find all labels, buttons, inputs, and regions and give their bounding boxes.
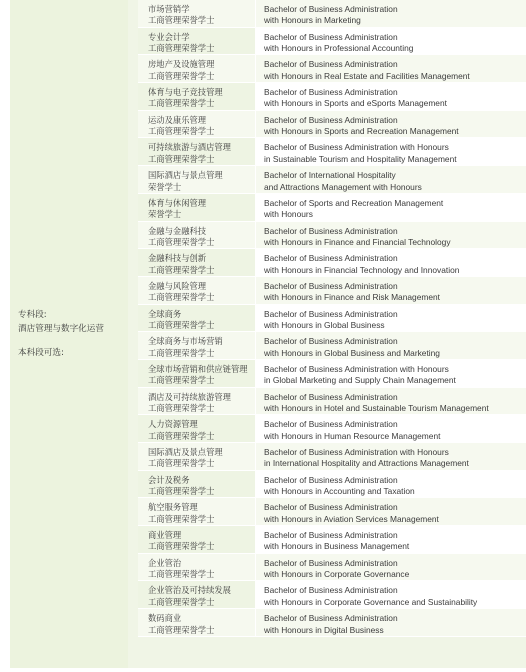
- chinese-degree: 工商管理荣誉学士: [148, 15, 215, 26]
- chinese-major: 可持续旅游与酒店管理: [148, 142, 231, 153]
- chinese-major: 全球商务: [148, 308, 182, 319]
- english-programme-name: [264, 392, 489, 415]
- english-line-1: Bachelor of Business Administration: [264, 59, 398, 70]
- english-line-1: Bachelor of International Hospitality: [264, 170, 396, 181]
- chinese-name-cell: [138, 388, 256, 415]
- pathway-text: [18, 308, 104, 360]
- table-row: [138, 305, 526, 333]
- chinese-degree: 工商管理荣誉学士: [148, 292, 215, 303]
- chinese-programme-name: [148, 59, 214, 82]
- table-row: [138, 581, 526, 609]
- english-line-2: with Honours in Accounting and Taxation: [264, 486, 415, 497]
- chinese-major: 会计及税务: [148, 474, 190, 485]
- chinese-major: 航空服务管理: [148, 502, 198, 513]
- english-programme-name: [264, 585, 477, 608]
- english-line-1: Bachelor of Business Administration: [264, 474, 398, 485]
- english-line-1: Bachelor of Business Administration: [264, 502, 398, 513]
- english-programme-name: [264, 558, 409, 581]
- table-row: [138, 0, 526, 28]
- table-row: [138, 222, 526, 250]
- table-row: [138, 554, 526, 582]
- chinese-major: 企业管治: [148, 557, 182, 568]
- chinese-major: 全球商务与市场营销: [148, 336, 223, 347]
- english-programme-name: [264, 502, 439, 525]
- chinese-degree: 工商管理荣誉学士: [148, 153, 215, 164]
- english-line-2: with Honours in Financial Technology and Innovation: [264, 264, 460, 275]
- chinese-name-cell: [138, 526, 256, 553]
- english-line-2: with Honours in Hotel and Sustainable Tourism Management: [264, 403, 489, 414]
- table-row: [138, 360, 526, 388]
- chinese-major: 国际酒店及景点管理: [148, 447, 223, 457]
- chinese-degree: 工商管理荣誉学士: [148, 430, 215, 441]
- chinese-major: 体育与休闲管理: [148, 197, 207, 208]
- chinese-name-cell: [138, 138, 256, 165]
- table-row: [138, 388, 526, 416]
- chinese-programme-name: [148, 447, 223, 470]
- chinese-major: 体育与电子竞技管理: [148, 87, 223, 98]
- english-line-2: with Honours in Business Management: [264, 541, 410, 552]
- chinese-degree: 工商管理荣誉学士: [148, 486, 215, 497]
- english-line-2: with Honours in Human Resource Management: [264, 430, 441, 441]
- english-line-2: in Sustainable Tourism and Hospitality Management: [264, 153, 457, 164]
- chinese-degree: 工商管理荣誉学士: [148, 403, 215, 414]
- chinese-programme-name: [148, 226, 214, 249]
- table-row: [138, 277, 526, 305]
- english-programme-name: [264, 32, 413, 55]
- chinese-programme-name: [148, 558, 214, 581]
- english-line-2: with Honours: [264, 209, 313, 220]
- table-row: [138, 249, 526, 277]
- english-line-1: Bachelor of Business Administration: [264, 31, 398, 42]
- english-line-1: Bachelor of Business Administration: [264, 280, 398, 291]
- english-line-2: with Honours in Corporate Governance and Sustainability: [264, 596, 478, 607]
- chinese-name-cell: [138, 111, 256, 138]
- english-line-2: in International Hospitality and Attractions Management: [264, 458, 469, 469]
- chinese-programme-name: [148, 309, 214, 332]
- chinese-programme-name: [148, 170, 223, 193]
- table-row: [138, 28, 526, 56]
- english-programme-name: [264, 475, 415, 498]
- table-row: [138, 498, 526, 526]
- english-line-1: Bachelor of Business Administration: [264, 530, 398, 541]
- english-line-1: Bachelor of Business Administration: [264, 391, 398, 402]
- chinese-name-cell: [138, 360, 256, 387]
- table-row: [138, 111, 526, 139]
- chinese-degree: 工商管理荣誉学士: [148, 375, 215, 386]
- english-line-2: with Honours in Sports and eSports Management: [264, 98, 447, 109]
- english-programme-name: [264, 4, 398, 27]
- english-line-1: Bachelor of Business Administration: [264, 253, 398, 264]
- english-line-1: Bachelor of Business Administration: [264, 613, 398, 624]
- english-line-1: Bachelor of Business Administration: [264, 419, 398, 430]
- chinese-name-cell: [138, 28, 256, 55]
- chinese-programme-name: [148, 475, 214, 498]
- programme-table: [10, 0, 526, 668]
- chinese-degree: 工商管理荣誉学士: [148, 596, 215, 607]
- chinese-major: 金融科技与创新: [148, 253, 207, 264]
- english-programme-name: [264, 364, 456, 387]
- english-programme-name: [264, 447, 469, 470]
- english-line-1: Bachelor of Business Administration: [264, 4, 398, 14]
- chinese-programme-name: [148, 198, 206, 221]
- chinese-major: 数码商业: [148, 613, 182, 624]
- chinese-major: 专业会计学: [148, 31, 190, 42]
- chinese-name-cell: [138, 83, 256, 110]
- english-line-1: Bachelor of Business Administration with Honours: [264, 363, 449, 374]
- chinese-major: 全球市场营销和供应链管理: [148, 363, 248, 374]
- chinese-degree: 工商管理荣誉学士: [148, 347, 215, 358]
- programme-rows: [138, 0, 526, 637]
- chinese-programme-name: [148, 336, 223, 359]
- chinese-major: 房地产及设施管理: [148, 59, 215, 70]
- associate-level-label: 专科段:: [18, 310, 47, 320]
- english-line-2: with Honours in Finance and Financial Technology: [264, 236, 451, 247]
- chinese-degree: 工商管理荣誉学士: [148, 458, 215, 469]
- chinese-programme-name: [148, 392, 231, 415]
- english-programme-name: [264, 309, 398, 332]
- chinese-degree: 工商管理荣誉学士: [148, 126, 215, 137]
- chinese-degree: 工商管理荣誉学士: [148, 43, 215, 54]
- chinese-major: 酒店及可持续旅游管理: [148, 391, 231, 402]
- chinese-major: 人力资源管理: [148, 419, 198, 430]
- english-line-1: Bachelor of Business Administration: [264, 308, 398, 319]
- table-row: [138, 166, 526, 194]
- chinese-major: 金融与金融科技: [148, 225, 207, 236]
- chinese-programme-name: [148, 419, 214, 442]
- chinese-name-cell: [138, 609, 256, 636]
- bottom-divider: [10, 668, 526, 672]
- chinese-degree: 工商管理荣誉学士: [148, 236, 215, 247]
- chinese-name-cell: [138, 498, 256, 525]
- english-line-2: with Honours in Marketing: [264, 15, 361, 26]
- chinese-name-cell: [138, 277, 256, 304]
- chinese-programme-name: [148, 364, 248, 387]
- chinese-name-cell: [138, 471, 256, 498]
- english-line-2: with Honours in Global Business: [264, 319, 385, 330]
- english-programme-name: [264, 419, 440, 442]
- chinese-name-cell: [138, 305, 256, 332]
- chinese-programme-name: [148, 613, 214, 636]
- chinese-name-cell: [138, 55, 256, 82]
- table-row: [138, 194, 526, 222]
- english-programme-name: [264, 59, 470, 82]
- chinese-major: 金融与风险管理: [148, 280, 207, 291]
- chinese-programme-name: [148, 585, 231, 608]
- english-line-2: with Honours in Digital Business: [264, 624, 384, 635]
- chinese-name-cell: [138, 415, 256, 442]
- chinese-name-cell: [138, 249, 256, 276]
- table-row: [138, 83, 526, 111]
- english-line-2: with Honours in Finance and Risk Management: [264, 292, 440, 303]
- chinese-major: 市场营销学: [148, 4, 190, 14]
- english-line-1: Bachelor of Sports and Recreation Management: [264, 197, 444, 208]
- chinese-name-cell: [138, 194, 256, 221]
- chinese-degree: 荣誉学士: [148, 209, 182, 220]
- english-line-1: Bachelor of Business Administration with Honours: [264, 447, 449, 457]
- table-row: [138, 332, 526, 360]
- english-line-2: with Honours in Global Business and Marketing: [264, 347, 440, 358]
- chinese-degree: 工商管理荣誉学士: [148, 541, 215, 552]
- english-line-1: Bachelor of Business Administration with Honours: [264, 142, 449, 153]
- chinese-major: 商业管理: [148, 530, 182, 541]
- english-programme-name: [264, 530, 409, 553]
- chinese-name-cell: [138, 0, 256, 27]
- chinese-name-cell: [138, 222, 256, 249]
- chinese-programme-name: [148, 530, 214, 553]
- english-programme-name: [264, 226, 451, 249]
- english-programme-name: [264, 170, 422, 193]
- english-programme-name: [264, 253, 459, 276]
- chinese-name-cell: [138, 166, 256, 193]
- chinese-major: 企业管治及可持续发展: [148, 585, 231, 596]
- chinese-degree: 工商管理荣誉学士: [148, 513, 215, 524]
- chinese-degree: 工商管理荣誉学士: [148, 569, 215, 580]
- table-row: [138, 609, 526, 637]
- english-line-1: Bachelor of Business Administration: [264, 87, 398, 98]
- chinese-degree: 工商管理荣誉学士: [148, 264, 215, 275]
- english-programme-name: [264, 336, 440, 359]
- pathway-column: [10, 0, 128, 668]
- english-line-2: with Honours in Corporate Governance: [264, 569, 410, 580]
- chinese-name-cell: [138, 581, 256, 608]
- chinese-degree: 工商管理荣誉学士: [148, 70, 215, 81]
- chinese-name-cell: [138, 332, 256, 359]
- english-programme-name: [264, 142, 457, 165]
- english-line-2: with Honours in Real Estate and Facilities Management: [264, 70, 470, 81]
- chinese-programme-name: [148, 502, 214, 525]
- chinese-degree: 荣誉学士: [148, 181, 182, 192]
- table-row: [138, 526, 526, 554]
- english-line-2: with Honours in Professional Accounting: [264, 43, 414, 54]
- chinese-programme-name: [148, 32, 214, 55]
- english-line-1: Bachelor of Business Administration: [264, 557, 398, 568]
- table-row: [138, 138, 526, 166]
- english-programme-name: [264, 87, 447, 110]
- english-programme-name: [264, 115, 459, 138]
- chinese-programme-name: [148, 4, 214, 27]
- english-line-1: Bachelor of Business Administration: [264, 225, 398, 236]
- english-programme-name: [264, 281, 440, 304]
- chinese-degree: 工商管理荣誉学士: [148, 624, 215, 635]
- table-row: [138, 471, 526, 499]
- english-line-1: Bachelor of Business Administration: [264, 336, 398, 347]
- table-row: [138, 55, 526, 83]
- bachelor-options-label: 本科段可选:: [18, 348, 64, 358]
- chinese-degree: 工商管理荣誉学士: [148, 319, 215, 330]
- chinese-major: 运动及康乐管理: [148, 114, 207, 125]
- chinese-programme-name: [148, 87, 223, 110]
- english-programme-name: [264, 198, 443, 221]
- associate-level-value: 酒店管理与数字化运营: [18, 324, 104, 334]
- english-line-2: and Attractions Management with Honours: [264, 181, 422, 192]
- english-line-2: in Global Marketing and Supply Chain Management: [264, 375, 456, 386]
- chinese-programme-name: [148, 253, 214, 276]
- table-row: [138, 415, 526, 443]
- chinese-programme-name: [148, 115, 214, 138]
- english-line-2: with Honours in Sports and Recreation Management: [264, 126, 459, 137]
- english-programme-name: [264, 613, 398, 636]
- chinese-major: 国际酒店与景点管理: [148, 170, 223, 181]
- table-row: [138, 443, 526, 471]
- english-line-1: Bachelor of Business Administration: [264, 585, 398, 596]
- chinese-degree: 工商管理荣誉学士: [148, 98, 215, 109]
- chinese-name-cell: [138, 554, 256, 581]
- english-line-2: with Honours in Aviation Services Management: [264, 513, 439, 524]
- chinese-name-cell: [138, 443, 256, 470]
- english-line-1: Bachelor of Business Administration: [264, 114, 398, 125]
- chinese-programme-name: [148, 142, 231, 165]
- chinese-programme-name: [148, 281, 214, 304]
